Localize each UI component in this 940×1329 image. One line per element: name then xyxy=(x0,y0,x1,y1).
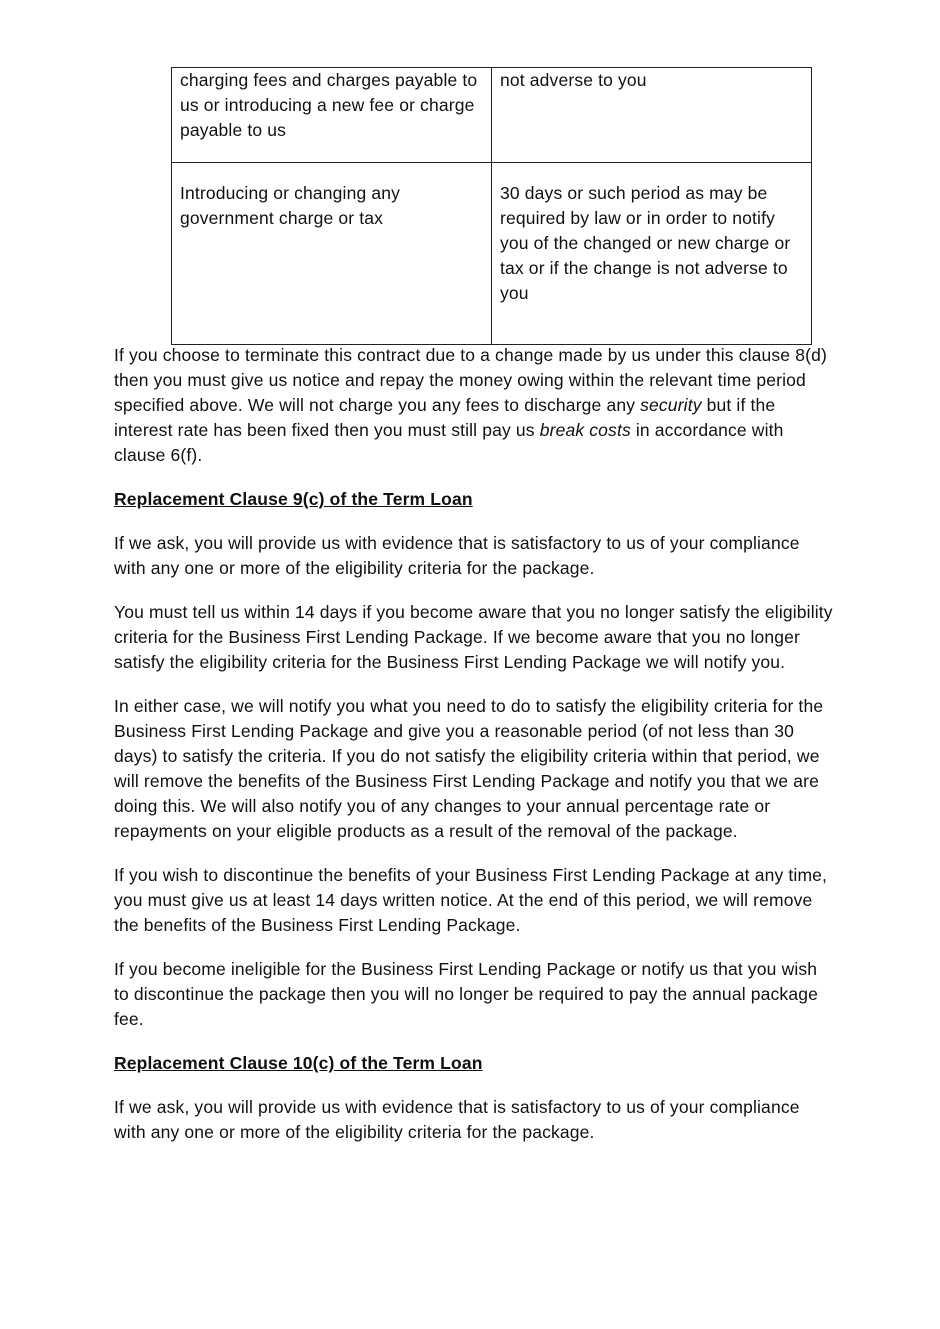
paragraph-text: If you choose to terminate this contract due to a change made by us under this clause 8(d) then you must give us notice and repay the money owing within the relevant time period specified above. We will not charge you any fees to discharge any xyxy=(114,345,827,415)
table-cell-change: charging fees and charges payable to us or introducing a new fee or charge payable to us xyxy=(172,68,492,163)
table-row xyxy=(172,163,812,345)
section-heading-9c: Replacement Clause 9(c) of the Term Loan xyxy=(114,489,473,509)
table-cell-change: Introducing or changing any government charge or tax xyxy=(172,163,492,345)
paragraph: You must tell us within 14 days if you become aware that you no longer satisfy the eligibility criteria for the Business First Lending Package. If we become aware that you no longer satisfy the eligibility criteria for the Business First Lending Package we will notify you. xyxy=(114,602,833,672)
paragraph-text: in accordance with clause 6(f). xyxy=(114,420,784,465)
defined-term: security xyxy=(640,395,702,415)
termination-paragraph xyxy=(114,343,834,468)
table-cell-notice: not adverse to you xyxy=(492,68,812,163)
paragraph-text: but if the interest rate has been fixed then you must still pay us xyxy=(114,395,776,440)
paragraph: If we ask, you will provide us with evidence that is satisfactory to us of your compliance with any one or more of the eligibility criteria for the package. xyxy=(114,533,800,578)
paragraph: If you wish to discontinue the benefits of your Business First Lending Package at any time, you must give us at least 14 days written notice. At the end of this period, we will remove the benefits of the Business First Lending Package. xyxy=(114,865,828,935)
defined-term: break costs xyxy=(539,420,631,440)
table-cell-notice: 30 days or such period as may be required by law or in order to notify you of the changed or new charge or tax or if the change is not adverse to you xyxy=(492,163,812,345)
paragraph: If we ask, you will provide us with evidence that is satisfactory to us of your compliance with any one or more of the eligibility criteria for the package. xyxy=(114,1097,800,1142)
document-body xyxy=(114,343,834,1164)
paragraph: In either case, we will notify you what you need to do to satisfy the eligibility criteria for the Business First Lending Package and give you a reasonable period (of not less than 30 days) to satisfy the criteria. If you do not satisfy the eligibility criteria within that period, we will remove the benefits of the Business First Lending Package and notify you that we are doing this. We will also notify you of any changes to your annual percentage rate or repayments on your eligible products as a result of the removal of the package. xyxy=(114,696,824,841)
change-notice-table xyxy=(171,67,812,345)
paragraph: If you become ineligible for the Business First Lending Package or notify us that you wish to discontinue the package then you will no longer be required to pay the annual package fee. xyxy=(114,959,818,1029)
section-heading-10c: Replacement Clause 10(c) of the Term Loan xyxy=(114,1053,483,1073)
table-row xyxy=(172,68,812,163)
